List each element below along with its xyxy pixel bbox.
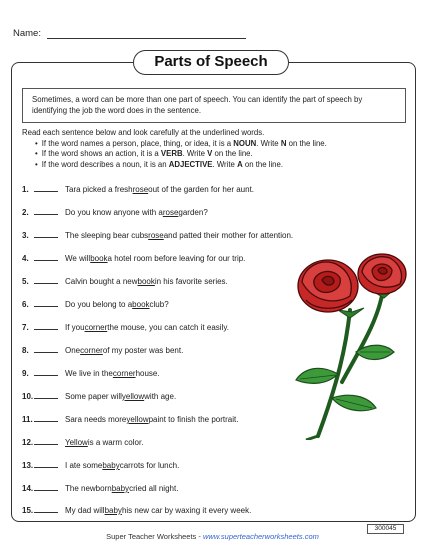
rule-noun: • If the word names a person, place, thing, or idea, it is a NOUN. Write N on the line.	[35, 139, 407, 150]
rule-adjective: • If the word describes a noun, it is an ADJECTIVE. Write A on the line.	[35, 160, 407, 171]
answer-blank-15[interactable]	[34, 505, 58, 513]
question-5: 5. Calvin bought a new book in his favorite series.	[22, 277, 228, 286]
question-3: 3. The sleeping bear cubs rose and patted their mother for attention.	[22, 231, 294, 240]
answer-blank-4[interactable]	[34, 253, 58, 261]
answer-blank-1[interactable]	[34, 184, 58, 192]
answer-blank-8[interactable]	[34, 345, 58, 353]
worksheet-code: 300045	[367, 524, 404, 534]
answer-blank-13[interactable]	[34, 460, 58, 468]
answer-blank-5[interactable]	[34, 276, 58, 284]
question-4: 4. We will book a hotel room before leaving for our trip.	[22, 254, 246, 263]
answer-blank-6[interactable]	[34, 299, 58, 307]
answer-blank-12[interactable]	[34, 437, 58, 445]
instructions	[22, 128, 407, 170]
answer-blank-7[interactable]	[34, 322, 58, 330]
name-field-row	[13, 28, 246, 39]
answer-blank-14[interactable]	[34, 483, 58, 491]
name-label: Name:	[13, 28, 41, 39]
intro-text: Sometimes, a word can be more than one part of speech. You can identify the part of speech by identifying the job the word does in the sentence.	[32, 95, 363, 115]
rule-verb: • If the word shows an action, it is a VERB. Write V on the line.	[35, 149, 407, 160]
question-11: 11. Sara needs more yellow paint to finish the portrait.	[22, 415, 239, 424]
answer-blank-2[interactable]	[34, 207, 58, 215]
name-line[interactable]	[47, 29, 246, 39]
question-7: 7. If you corner the mouse, you can catch it easily.	[22, 323, 229, 332]
footer-brand: Super Teacher Worksheets -	[106, 532, 203, 541]
question-8: 8. One corner of my poster was bent.	[22, 346, 184, 355]
instructions-lead: Read each sentence below and look carefully at the underlined words.	[22, 128, 265, 137]
question-9: 9. We live in the corner house.	[22, 369, 160, 378]
question-13: 13. I ate some baby carrots for lunch.	[22, 461, 180, 470]
question-2: 2. Do you know anyone with a rose garden?	[22, 208, 208, 217]
intro-box	[22, 88, 406, 123]
answer-blank-11[interactable]	[34, 414, 58, 422]
footer-link[interactable]: www.superteacherworksheets.com	[202, 532, 319, 541]
question-1: 1. Tara picked a fresh rose out of the garden for her aunt.	[22, 185, 255, 194]
question-12: 12. Yellow is a warm color.	[22, 438, 144, 447]
answer-blank-3[interactable]	[34, 230, 58, 238]
question-6: 6. Do you belong to a book club?	[22, 300, 169, 309]
question-15: 15. My dad will baby his new car by waxing it every week.	[22, 506, 252, 515]
footer	[0, 532, 425, 541]
answer-blank-10[interactable]	[34, 391, 58, 399]
rules-list	[35, 139, 407, 171]
rose-illustration	[278, 252, 408, 440]
question-10: 10. Some paper will yellow with age.	[22, 392, 177, 401]
worksheet-title: Parts of Speech	[133, 50, 289, 75]
question-14: 14. The newborn baby cried all night.	[22, 484, 179, 493]
answer-blank-9[interactable]	[34, 368, 58, 376]
